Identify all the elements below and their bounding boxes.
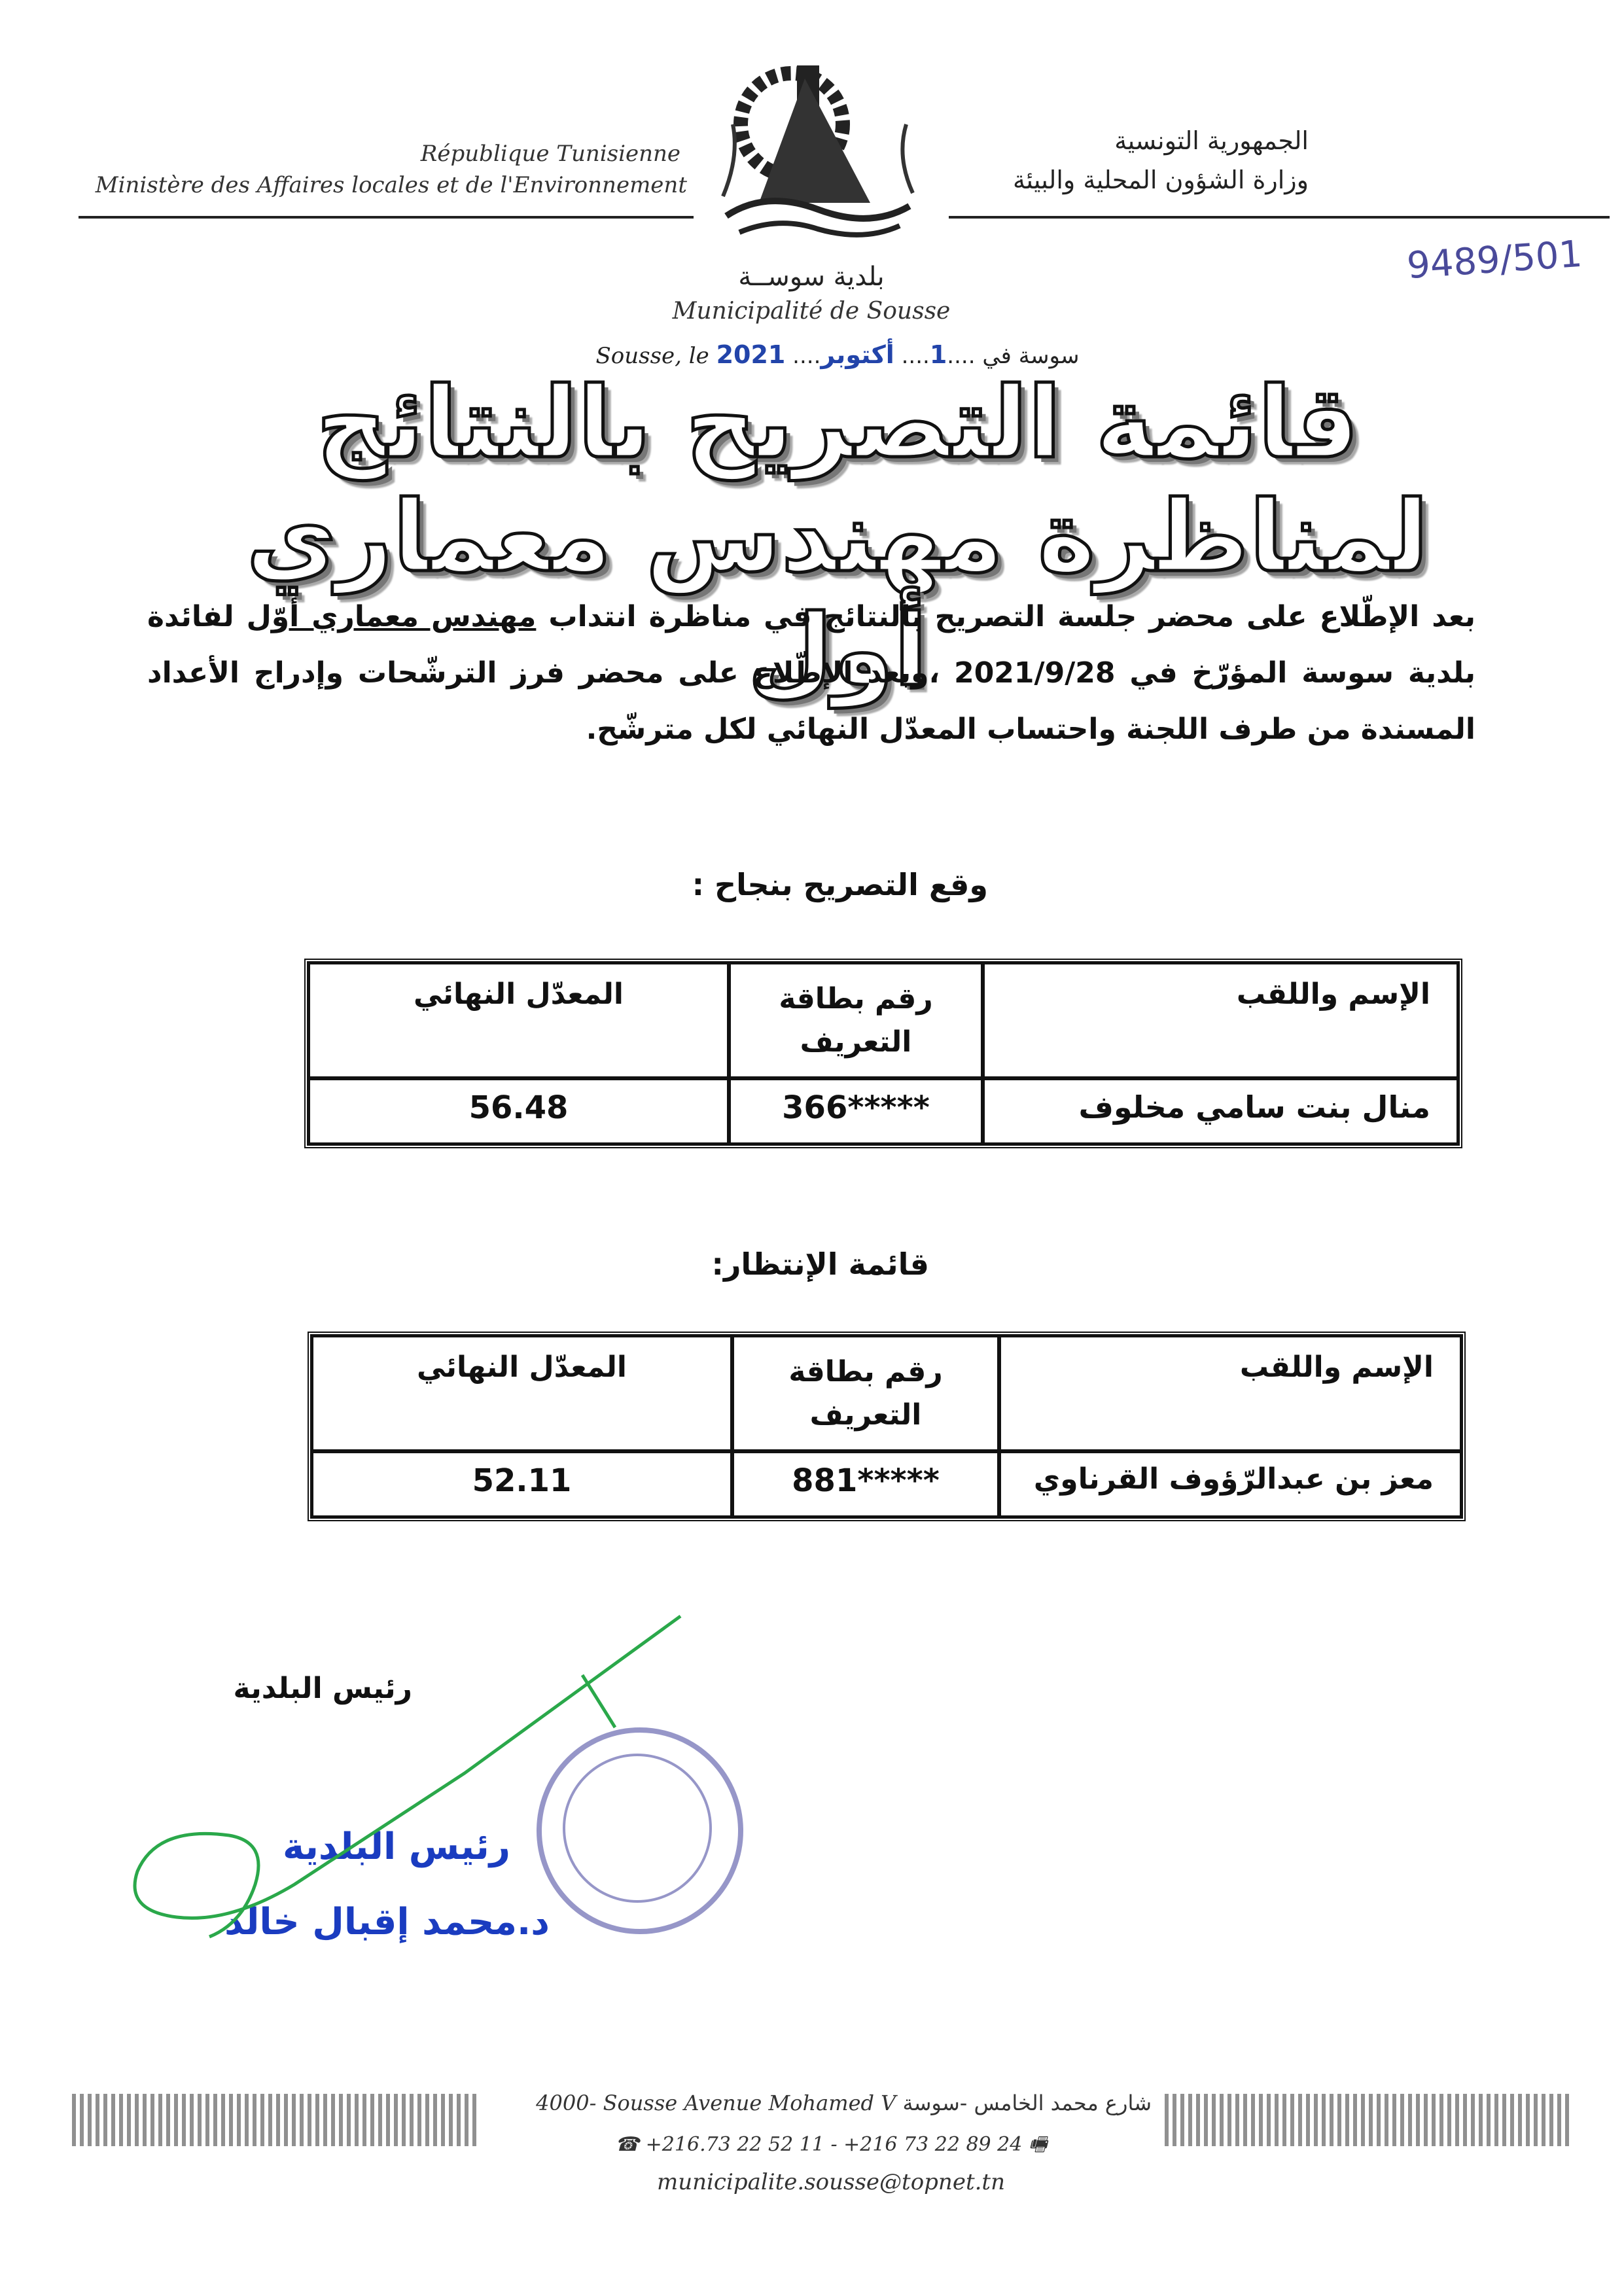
cell-id: *****881	[732, 1451, 999, 1517]
footer-address	[537, 2091, 1152, 2115]
date-month: أكتوبر	[821, 340, 894, 369]
municipality-ar: بلدية سوســة	[738, 262, 885, 292]
ministry-ar: وزارة الشؤون المحلية والبيئة	[1013, 166, 1309, 194]
header-french	[79, 141, 687, 198]
table-header-row	[308, 963, 1458, 1078]
cell-average: 56.48	[308, 1078, 729, 1144]
date-line: سوسة في ....1.... أكتوبر.... 2021 Sousse, le	[595, 340, 1080, 369]
waiting-table	[308, 1332, 1466, 1521]
header-name: الإسم واللقب	[999, 1335, 1462, 1451]
municipality-fr: Municipalité de Sousse	[672, 298, 951, 325]
intro-part2: لفائدة بلدية سوسة المؤرّخ في 2021/9/28 ،وبعد الإطّلاع على محضر فرز الترشّحات وإدراج الأعداد المسندة من طرف اللجنة واحتساب المعدّل النهائي لكل مترشّح.	[147, 600, 1475, 746]
header-average: المعدّل النهائي	[311, 1335, 732, 1451]
intro-underlined: مهندس معماري أوّل	[246, 600, 537, 633]
republic-fr: République Tunisienne	[420, 141, 680, 167]
table-header-row	[311, 1335, 1462, 1451]
ministry-fr: Ministère des Affaires locales et de l'Environnement	[95, 172, 687, 198]
logo-emblem-icon	[713, 52, 923, 255]
cell-name: معز بن عبدالرّؤوف القرناوي	[999, 1451, 1462, 1517]
header-average: المعدّل النهائي	[308, 963, 729, 1078]
footer-address-ar: شارع محمد الخامس -سوسة	[902, 2091, 1152, 2115]
signature-label: رئيس البلدية	[233, 1672, 412, 1705]
header-arabic	[968, 121, 1309, 200]
cell-average: 52.11	[311, 1451, 732, 1517]
date-prefix-fr: Sousse, le	[595, 343, 709, 369]
date-prefix-ar: سوسة في	[982, 343, 1080, 369]
header-rule-right	[949, 216, 1610, 219]
footer-pattern-left	[72, 2094, 478, 2146]
intro-part1: بعد الإطّلاع على محضر جلسة التصريح بالنتائج في مناظرة انتداب	[536, 600, 1475, 633]
republic-ar: الجمهورية التونسية	[1114, 126, 1309, 155]
intro-paragraph	[147, 589, 1475, 758]
table-row	[308, 1078, 1458, 1144]
header-name: الإسم واللقب	[983, 963, 1458, 1078]
cell-name: منال بنت سامي مخلوف	[983, 1078, 1458, 1144]
reference-number: 9489/501	[1405, 232, 1584, 288]
header-rule-left	[79, 216, 694, 219]
footer-email: municipalite.sousse@topnet.tn	[657, 2169, 1005, 2195]
stamp-title: رئيس البلدية	[282, 1826, 510, 1868]
footer-pattern-right	[1165, 2094, 1570, 2146]
phone-icon: ☎	[614, 2133, 640, 2156]
date-day: 1	[929, 340, 947, 369]
fax-icon: 🖷	[1028, 2133, 1048, 2156]
page-title: قائمة التصريح بالنتائج لمناظرة مهندس معماري أول	[246, 366, 1429, 708]
success-heading: وقع التصريح بنجاح :	[692, 867, 988, 902]
footer-phones: +216.73 22 52 11 - +216 73 22 89 24	[645, 2133, 1023, 2156]
handwritten-signature-icon	[98, 1610, 700, 1963]
waiting-heading: قائمة الإنتظار:	[711, 1246, 929, 1282]
table-row	[311, 1451, 1462, 1517]
cell-id: *****366	[729, 1078, 983, 1144]
footer-phones-line	[589, 2130, 1073, 2163]
success-table	[304, 959, 1462, 1148]
stamp-name: د.محمد إقبال خالد	[224, 1901, 550, 1943]
header-id: رقم بطاقة التعريف	[732, 1335, 999, 1451]
footer-address-fr: 4000- Sousse Avenue Mohamed V	[536, 2091, 896, 2115]
header-id: رقم بطاقة التعريف	[729, 963, 983, 1078]
date-year: 2021	[716, 340, 786, 369]
